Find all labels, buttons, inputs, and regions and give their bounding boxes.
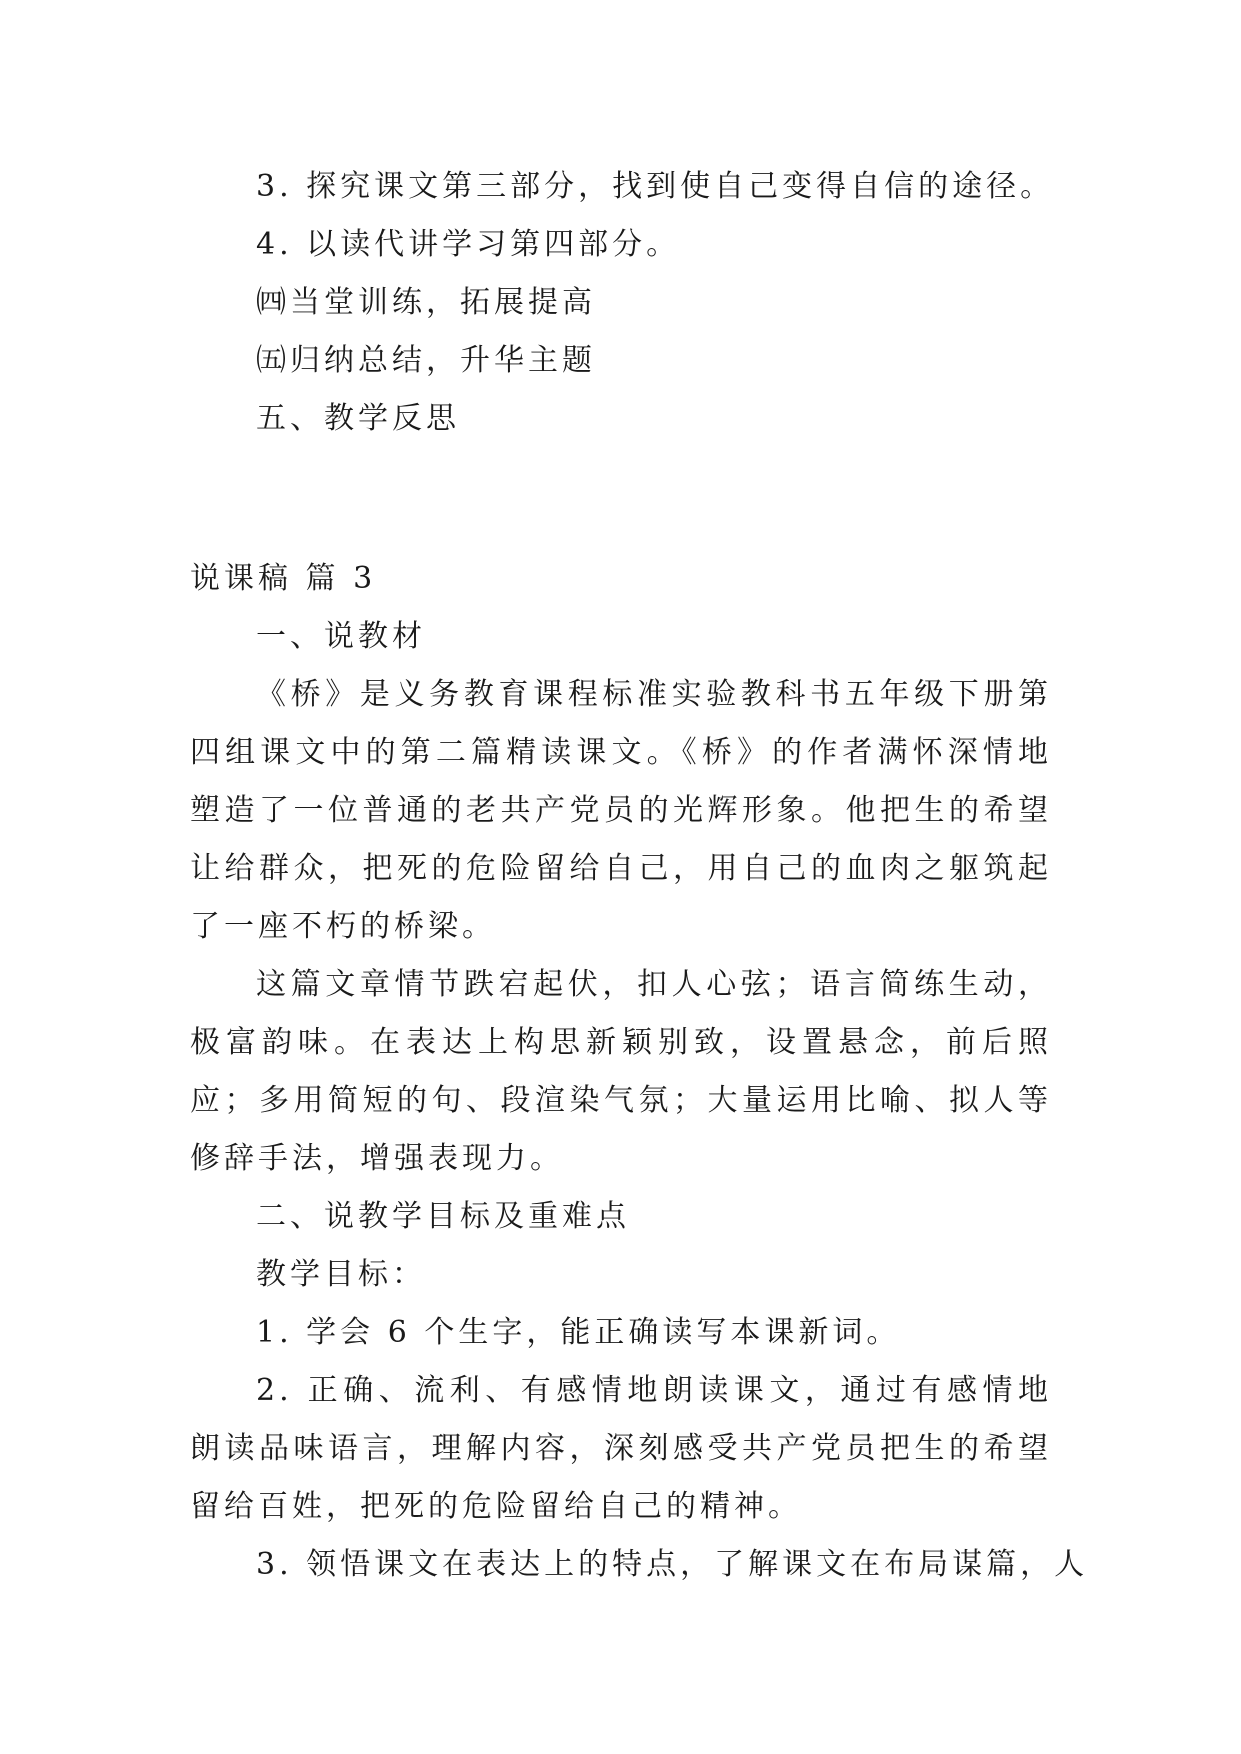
list-item: ㈣当堂训练，拓展提高 — [256, 285, 596, 320]
section-heading: 一、说教材 — [256, 619, 426, 654]
subheading: 教学目标： — [256, 1257, 426, 1292]
section-heading: 五、教学反思 — [256, 401, 460, 436]
list-item: 4. 以读代讲学习第四部分。 — [256, 227, 681, 262]
list-item: 2. 正确、流利、有感情地朗读课文，通过有感情地朗读品味语言，理解内容，深刻感受共产党员把生的希望留给百姓，把死的危险留给自己的精神。 — [190, 1373, 1052, 1524]
document-title: 说课稿 篇 3 — [190, 561, 377, 596]
list-item: 3. 领悟课文在表达上的特点，了解课文在布局谋篇，人 — [256, 1547, 1089, 1582]
list-item: 1. 学会 6 个生字，能正确读写本课新词。 — [256, 1315, 901, 1350]
paragraph: 《桥》是义务教育课程标准实验教科书五年级下册第四组课文中的第二篇精读课文。《桥》的作者满怀深情地塑造了一位普通的老共产党员的光辉形象。他把生的希望让给群众，把死的危险留给自己，用自己的血肉之躯筑起了一座不朽的桥梁。 — [190, 677, 1052, 944]
list-item: ㈤归纳总结，升华主题 — [256, 343, 596, 378]
paragraph: 这篇文章情节跌宕起伏，扣人心弦；语言简练生动，极富韵味。在表达上构思新颖别致，设置悬念，前后照应；多用简短的句、段渲染气氛；大量运用比喻、拟人等修辞手法，增强表现力。 — [190, 967, 1052, 1176]
document-page — [190, 158, 1089, 1594]
spacer — [190, 448, 1052, 550]
section-heading: 二、说教学目标及重难点 — [256, 1199, 630, 1234]
list-item: 3. 探究课文第三部分，找到使自己变得自信的途径。 — [256, 169, 1055, 204]
